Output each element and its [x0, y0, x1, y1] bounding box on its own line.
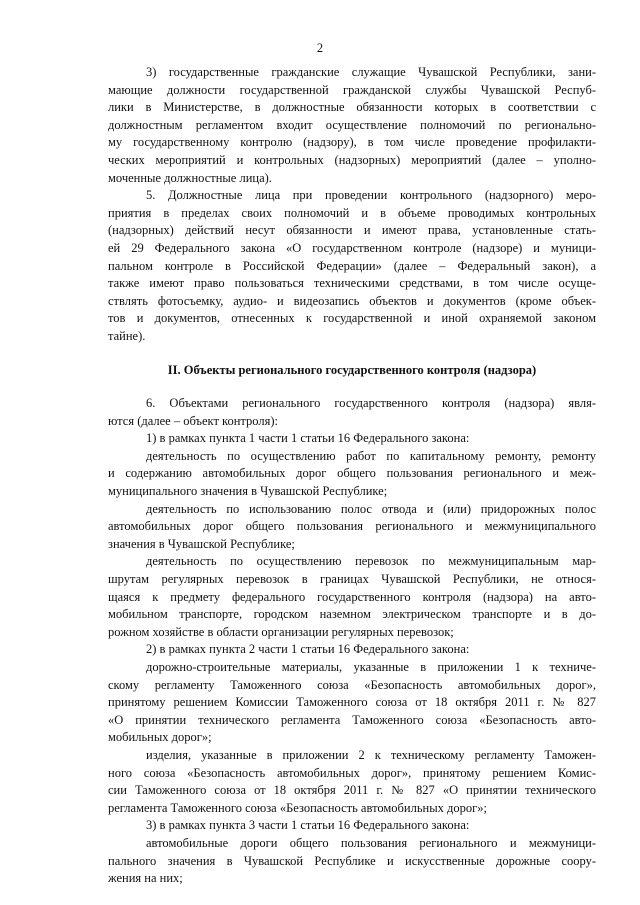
section-paragraphs — [108, 395, 596, 888]
text-line: жения на них; — [108, 871, 183, 886]
text-line: регламента Таможенного союза «Безопасность автомобильных дорог»; — [108, 800, 487, 815]
text-line: деятельность по использованию полос отвода и (или) придорожных полос — [146, 501, 596, 516]
paragraph — [108, 747, 596, 817]
text-line: ческих мероприятий и контрольных (надзорных) мероприятий (далее – уполно- — [108, 152, 596, 167]
text-line: 6. Объектами регионального государственного контроля (надзора) явля- — [146, 396, 596, 411]
paragraph — [108, 187, 596, 345]
paragraph — [108, 659, 596, 747]
text-line: муниципального значения в Чувашской Республике; — [108, 484, 388, 499]
paragraph — [108, 641, 596, 659]
text-line: деятельность по осуществлению перевозок по межмуниципальным мар- — [146, 554, 596, 569]
text-line: значения в Чувашской Республике; — [108, 536, 295, 551]
paragraph — [108, 64, 596, 187]
paragraph — [108, 817, 596, 835]
text-line: скому регламенту Таможенного союза «Безопасность автомобильных дорог», — [108, 677, 596, 692]
paragraph — [108, 835, 596, 888]
text-line: должностным регламентом входит осуществление полномочий по регионально- — [108, 117, 596, 132]
text-line: ей 29 Федерального закона «О государственном контроле (надзоре) и муници- — [108, 240, 596, 255]
text-line: автомобильных дорог общего пользования регионального и межмуниципального — [108, 519, 596, 534]
text-line: изделия, указанные в приложении 2 к техническому регламенту Таможен- — [146, 747, 596, 762]
section-heading: II. Объекты регионального государственного контроля (надзора) — [167, 362, 537, 377]
text-line: мающие должности государственной гражданской службы Чувашской Респуб- — [108, 82, 596, 97]
text-line: принятому решением Комиссии Таможенного союза от 18 октября 2011 г. № 827 — [108, 695, 596, 710]
text-line: щаяся к предмету федерального государственного контроля (надзора) на авто- — [108, 589, 596, 604]
text-line: сии Таможенного союза от 18 октября 2011 г. № 827 «О принятии технического — [108, 783, 596, 798]
text-line: приятия в пределах своих полномочий и в объеме проводимых контрольных — [108, 205, 596, 220]
text-line: тайне). — [108, 328, 146, 343]
document-body — [108, 64, 596, 888]
text-line: также имеют право пользоваться техническими средствами, в том числе осуще- — [108, 276, 596, 291]
text-line: 5. Должностные лица при проведении контрольного (надзорного) меро- — [146, 188, 596, 203]
text-line: шрутам регулярных перевозок в границах Чувашской Республики, не относя- — [108, 572, 596, 587]
text-line: ются (далее – объект контроля): — [108, 413, 278, 428]
text-line: автомобильные дороги общего пользования регионального и межмуници- — [146, 835, 596, 850]
text-line: деятельность по осуществлению работ по капитальному ремонту, ремонту — [146, 448, 596, 463]
text-line: 3) государственные гражданские служащие Чувашской Республики, зани- — [146, 65, 596, 79]
text-line: рожном хозяйстве в области организации регулярных перевозок; — [108, 624, 454, 639]
text-line: 2) в рамках пункта 2 части 1 статьи 16 Федерального закона: — [146, 642, 470, 657]
page-number: 2 — [316, 41, 324, 55]
text-line: пального значения в Чувашской Республике и искусственные дорожные соору- — [108, 853, 596, 868]
paragraph — [108, 501, 596, 554]
text-line: моченные должностные лица). — [108, 170, 272, 185]
text-line: пальном контроле в Российской Федерации» (далее – Федеральный закон), а — [108, 258, 596, 273]
paragraph — [108, 448, 596, 501]
text-line: ствлять фотосъемку, аудио- и видеозапись объектов и документов (кроме объек- — [108, 293, 596, 308]
text-line: дорожно-строительные материалы, указанные в приложении 1 к техниче- — [146, 660, 596, 674]
text-line: и содержанию автомобильных дорог общего пользования регионального и меж- — [108, 466, 596, 481]
text-line: тов и документов, отнесенных к государственной и иной охраняемой законом — [108, 311, 596, 326]
text-line: мобильных дорог»; — [108, 730, 212, 745]
pre-section-paragraphs — [108, 64, 596, 346]
text-line: (надзорных) действий несут обязанности и имеют права, установленные стать- — [108, 223, 596, 238]
paragraph — [108, 553, 596, 641]
text-line: 1) в рамках пункта 1 части 1 статьи 16 Федерального закона: — [146, 431, 470, 446]
text-line: му государственному контролю (надзору), в том числе проведение профилакти- — [108, 135, 596, 150]
text-line: ного союза «Безопасность автомобильных дорог», принятому решением Комис- — [108, 765, 596, 780]
text-line: 3) в рамках пункта 3 части 1 статьи 16 Федерального закона: — [146, 818, 470, 833]
text-line: лики в Министерстве, в должностные обязанности которых в соответствии с — [108, 100, 596, 115]
paragraph — [108, 395, 596, 430]
text-line: «О принятии технического регламента Таможенного союза «Безопасность авто- — [108, 712, 596, 727]
paragraph — [108, 430, 596, 448]
text-line: мобильном транспорте, городском наземном электрическом транспорте и в до- — [108, 607, 596, 622]
